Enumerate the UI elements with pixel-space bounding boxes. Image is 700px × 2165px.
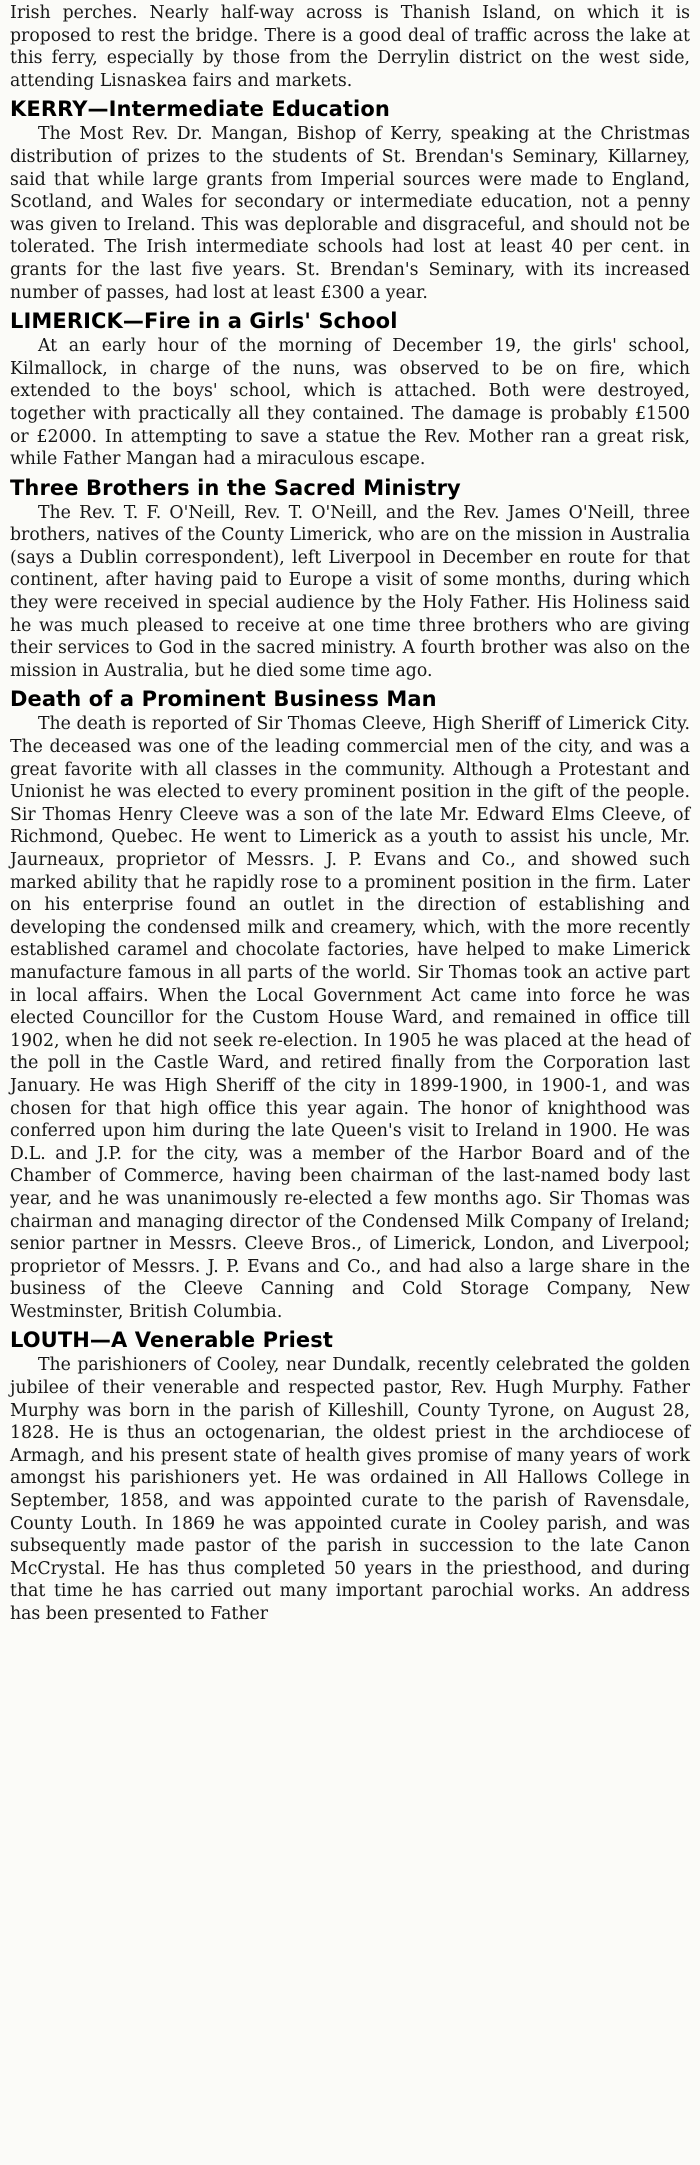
article-heading: LOUTH—A Venerable Priest <box>10 1328 333 1353</box>
article-heading: KERRY—Intermediate Education <box>10 97 390 122</box>
article-limerick <box>10 308 690 471</box>
article-kerry <box>10 96 690 304</box>
article-ferry <box>10 2 690 92</box>
article-paragraph: The Rev. T. F. O'Neill, Rev. T. O'Neill, and the Rev. James O'Neill, three brothers, natives of the County Limerick, who are on the mission in Australia (says a Dublin correspondent), left Liverpool in December en route for that continent, after having paid to Europe a visit of some months, during which they were received in special audience by the Holy Father. His Holiness said he was much pleased to receive at one time three brothers who are giving their services to God in the sacred ministry. A fourth brother was also on the mission in Australia, but he died some time ago. <box>10 502 690 681</box>
article-paragraph: The death is reported of Sir Thomas Cleeve, High Sheriff of Limerick City. The deceased was one of the leading commercial men of the city, and was a great favorite with all classes in the community. Although a Protestant and Unionist he was elected to every prominent position in the gift of the people. Sir Thomas Henry Cleeve was a son of the late Mr. Edward Elms Cleeve, of Richmond, Quebec. He went to Limerick as a youth to assist his uncle, Mr. Jaurneaux, proprietor of Messrs. J. P. Evans and Co., and showed such marked ability that he rapidly rose to a prominent position in the firm. Later on his enterprise found an outlet in the direction of establishing and developing the condensed milk and creamery, which, with the more recently established caramel and chocolate factories, have helped to make Limerick manufacture famous in all parts of the world. Sir Thomas took an active part in local affairs. When the Local Government Act came into force he was elected Councillor for the Custom House Ward, and remained in office till 1902, when he did not seek re-election. In 1905 he was placed at the head of the poll in the Castle Ward, and retired finally from the Corporation last January. He was High Sheriff of the city in 1899-1900, in 1900-1, and was chosen for that high office this year again. The honor of knighthood was conferred upon him during the late Queen's visit to Ireland in 1900. He was D.L. and J.P. for the city, was a member of the Harbor Board and of the Chamber of Commerce, having been chairman of the last-named body last year, and he was unanimously re-elected a few months ago. Sir Thomas was chairman and managing director of the Condensed Milk Company of Ireland; senior partner in Messrs. Cleeve Bros., of Limerick, London, and Liverpool; proprietor of Messrs. J. P. Evans and Co., and had also a large share in the business of the Cleeve Canning and Cold Storage Company, New Westminster, British Columbia. <box>10 714 690 1322</box>
article-paragraph: The Most Rev. Dr. Mangan, Bishop of Kerry, speaking at the Christmas distribution of prizes to the students of St. Brendan's Seminary, Killarney, said that while large grants from Imperial sources were made to England, Scotland, and Wales for secondary or intermediate education, not a penny was given to Ireland. This was deplorable and disgraceful, and should not be tolerated. The Irish intermediate schools had lost at least 40 per cent. in grants for the last five years. St. Brendan's Seminary, with its increased number of passes, had lost at least £300 a year. <box>10 124 690 303</box>
article-business-man <box>10 686 690 1323</box>
article-brothers <box>10 475 690 683</box>
article-heading: Three Brothers in the Sacred Ministry <box>10 475 461 500</box>
article-heading: Death of a Prominent Business Man <box>10 687 437 712</box>
article-louth <box>10 1327 690 1625</box>
article-paragraph: At an early hour of the morning of December 19, the girls' school, Kilmallock, in charge of the nuns, was observed to be on fire, which extended to the boys' school, which is attached. Both were destroyed, together with practically all they contained. The damage is probably £1500 or £2000. In attempting to save a statue the Rev. Mother ran a great risk, while Father Mangan had a miraculous escape. <box>10 336 690 470</box>
article-heading: LIMERICK—Fire in a Girls' School <box>10 309 398 334</box>
article-paragraph: The parishioners of Cooley, near Dundalk, recently celebrated the golden jubilee of their venerable and respected pastor, Rev. Hugh Murphy. Father Murphy was born in the parish of Killeshill, County Tyrone, on August 28, 1828. He is thus an octogenarian, the oldest priest in the archdiocese of Armagh, and his present state of health gives promise of many years of work amongst his parishioners yet. He was ordained in All Hallows College in September, 1858, and was appointed curate to the parish of Ravensdale, County Louth. In 1869 he was appointed curate in Cooley parish, and was subsequently made pastor of the parish in succession to the late Canon McCrystal. He has thus completed 50 years in the priesthood, and during that time he has carried out many important parochial works. An address has been presented to Father <box>10 1355 690 1624</box>
article-paragraph: Irish perches. Nearly half-way across is Thanish Island, on which it is proposed to rest the bridge. There is a good deal of traffic across the lake at this ferry, especially by those from the Derrylin district on the west side, attending Lisnaskea fairs and markets. <box>10 3 690 91</box>
